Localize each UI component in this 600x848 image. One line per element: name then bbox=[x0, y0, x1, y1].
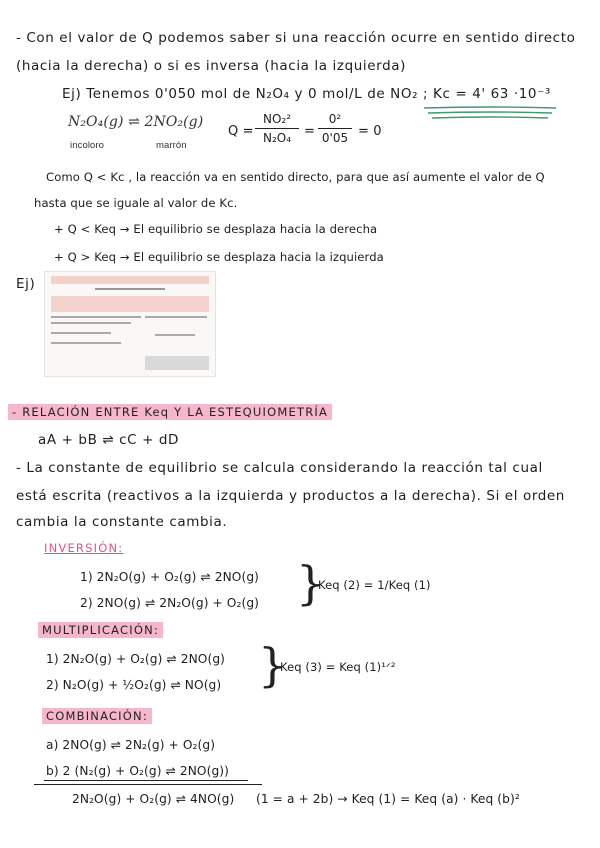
inversion-reaction-2: 2) 2NO(g) ⇌ 2N₂O(g) + O₂(g) bbox=[80, 596, 260, 610]
fraction-values-numerator: 0² bbox=[328, 112, 342, 126]
equals-sign: = bbox=[304, 124, 315, 139]
multiplicacion-keq: Keq (3) = Keq (1)¹ᐟ² bbox=[280, 660, 396, 674]
fraction-numerator: NO₂² bbox=[262, 112, 292, 126]
intro-line-1: - Con el valor de Q podemos saber si una reacción ocurre en sentido directo bbox=[16, 30, 576, 46]
example-1-statement: Ej) Tenemos 0'050 mol de N₂O₄ y 0 mol/L de NO₂ ; Kc = 4' 63 ·10⁻³ bbox=[62, 86, 551, 102]
combinacion-title: COMBINACIÓN: bbox=[42, 708, 152, 724]
green-underline-icon bbox=[420, 104, 560, 122]
inversion-brace: } bbox=[296, 556, 326, 610]
explanation-line-1: Como Q < Kc , la reacción va en sentido directo, para que así aumente el valor de Q bbox=[46, 170, 545, 184]
label-incoloro: incoloro bbox=[70, 140, 105, 151]
multiplicacion-brace: } bbox=[258, 638, 288, 692]
reaction-n2o4: N₂O₄(g) ⇌ 2NO₂(g) bbox=[68, 114, 204, 130]
inversion-keq: Keq (2) = 1/Keq (1) bbox=[318, 578, 431, 592]
fraction-denominator: N₂O₄ bbox=[262, 131, 292, 145]
section-text-2: está escrita (reactivos a la izquierda y productos a la derecha). Si el orden bbox=[16, 488, 565, 504]
inversion-title: INVERSIÓN: bbox=[44, 541, 124, 555]
example-2-label: Ej) bbox=[16, 276, 36, 292]
section-heading: - RELACIÓN ENTRE Keq Y LA ESTEQUIOMETRÍA bbox=[8, 404, 332, 420]
fraction-values bbox=[318, 112, 352, 145]
q-label: Q = bbox=[228, 124, 254, 139]
section-text-3: cambia la constante cambia. bbox=[16, 514, 228, 530]
multiplicacion-title: MULTIPLICACIÓN: bbox=[38, 622, 163, 638]
combinacion-reaction-b: b) 2 (N₂(g) + O₂(g) ⇌ 2NO(g)) bbox=[46, 764, 230, 778]
rule-q-greater: + Q > Keq → El equilibrio se desplaza hacia la izquierda bbox=[54, 250, 384, 264]
combinacion-total: 2N₂O(g) + O₂(g) ⇌ 4NO(g) bbox=[72, 792, 235, 806]
sum-line bbox=[34, 784, 262, 785]
intro-line-2: (hacia la derecha) o si es inversa (hacia la izquierda) bbox=[16, 58, 406, 74]
explanation-line-2: hasta que se iguale al valor de Kc. bbox=[34, 196, 238, 210]
fraction-concentrations bbox=[255, 112, 299, 145]
multiplicacion-reaction-2: 2) N₂O(g) + ½O₂(g) ⇌ NO(g) bbox=[46, 678, 222, 692]
q-result: = 0 bbox=[358, 124, 382, 139]
example-thumbnail-image bbox=[44, 271, 216, 377]
label-marron: marrón bbox=[156, 140, 187, 151]
rule-q-less: + Q < Keq → El equilibrio se desplaza hacia la derecha bbox=[54, 222, 378, 236]
general-reaction: aA + bB ⇌ cC + dD bbox=[38, 432, 180, 448]
fraction-bar bbox=[255, 128, 299, 129]
combinacion-underline bbox=[44, 780, 248, 781]
inversion-reaction-1: 1) 2N₂O(g) + O₂(g) ⇌ 2NO(g) bbox=[80, 570, 260, 584]
multiplicacion-reaction-1: 1) 2N₂O(g) + O₂(g) ⇌ 2NO(g) bbox=[46, 652, 226, 666]
fraction-values-bar bbox=[318, 128, 352, 129]
combinacion-relation: (1 = a + 2b) → Keq (1) = Keq (a) · Keq (b)² bbox=[256, 792, 520, 806]
fraction-values-denominator: 0'05 bbox=[321, 131, 349, 145]
combinacion-reaction-a: a) 2NO(g) ⇌ 2N₂(g) + O₂(g) bbox=[46, 738, 216, 752]
section-text-1: - La constante de equilibrio se calcula considerando la reacción tal cual bbox=[16, 460, 543, 476]
